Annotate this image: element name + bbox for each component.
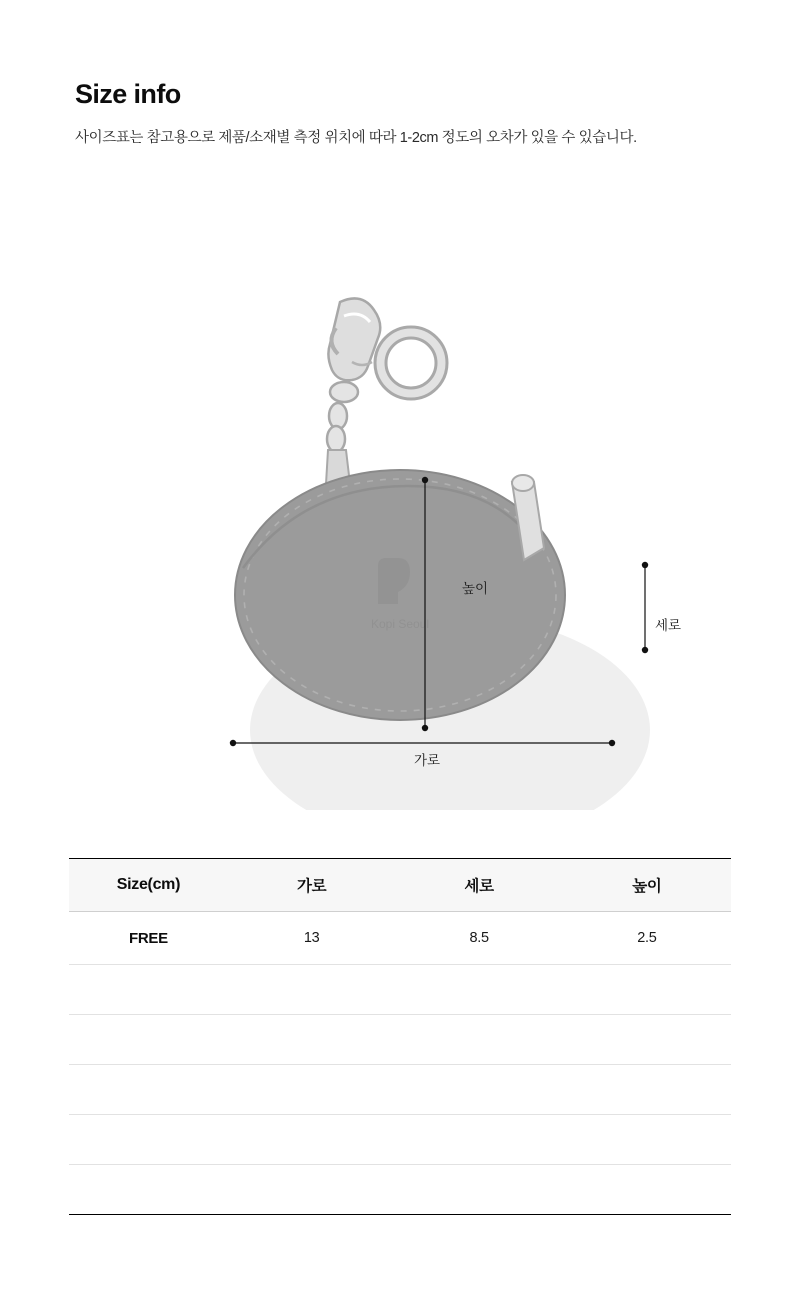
keyring-hardware-icon xyxy=(326,298,447,484)
column-header-depth: 세로 xyxy=(395,859,562,912)
brand-mark-text: Kopi Seoul xyxy=(370,617,430,631)
table-row-empty xyxy=(69,1065,731,1115)
product-size-illustration xyxy=(0,250,800,810)
page-subtitle: 사이즈표는 참고용으로 제품/소재별 측정 위치에 따라 1-2cm 정도의 오차가 있을 수 있습니다. xyxy=(75,130,637,147)
size-table xyxy=(69,858,731,1215)
size-table-body xyxy=(69,912,731,1215)
page-title: Size info xyxy=(75,79,181,109)
table-row-empty xyxy=(69,1115,731,1165)
table-row-empty xyxy=(69,1165,731,1215)
cell-height: 2.5 xyxy=(563,912,731,965)
cell-depth: 8.5 xyxy=(395,912,562,965)
column-header-width: 가로 xyxy=(228,859,395,912)
table-header-row xyxy=(69,859,731,912)
header xyxy=(75,78,725,150)
size-table-container xyxy=(69,858,731,1215)
column-header-height: 높이 xyxy=(563,859,731,912)
size-table-head xyxy=(69,859,731,912)
table-row-empty xyxy=(69,1015,731,1065)
table-row-empty xyxy=(69,965,731,1015)
dimension-depth-label: 세로 xyxy=(655,618,682,633)
column-header-size: Size(cm) xyxy=(69,859,228,912)
dimension-height-label: 높이 xyxy=(462,581,489,596)
dimension-width-label: 가로 xyxy=(413,753,441,768)
table-row xyxy=(69,912,731,965)
row-label-free: FREE xyxy=(69,912,228,965)
dimension-depth xyxy=(642,562,648,653)
cell-width: 13 xyxy=(228,912,395,965)
pouch-body xyxy=(235,470,565,720)
